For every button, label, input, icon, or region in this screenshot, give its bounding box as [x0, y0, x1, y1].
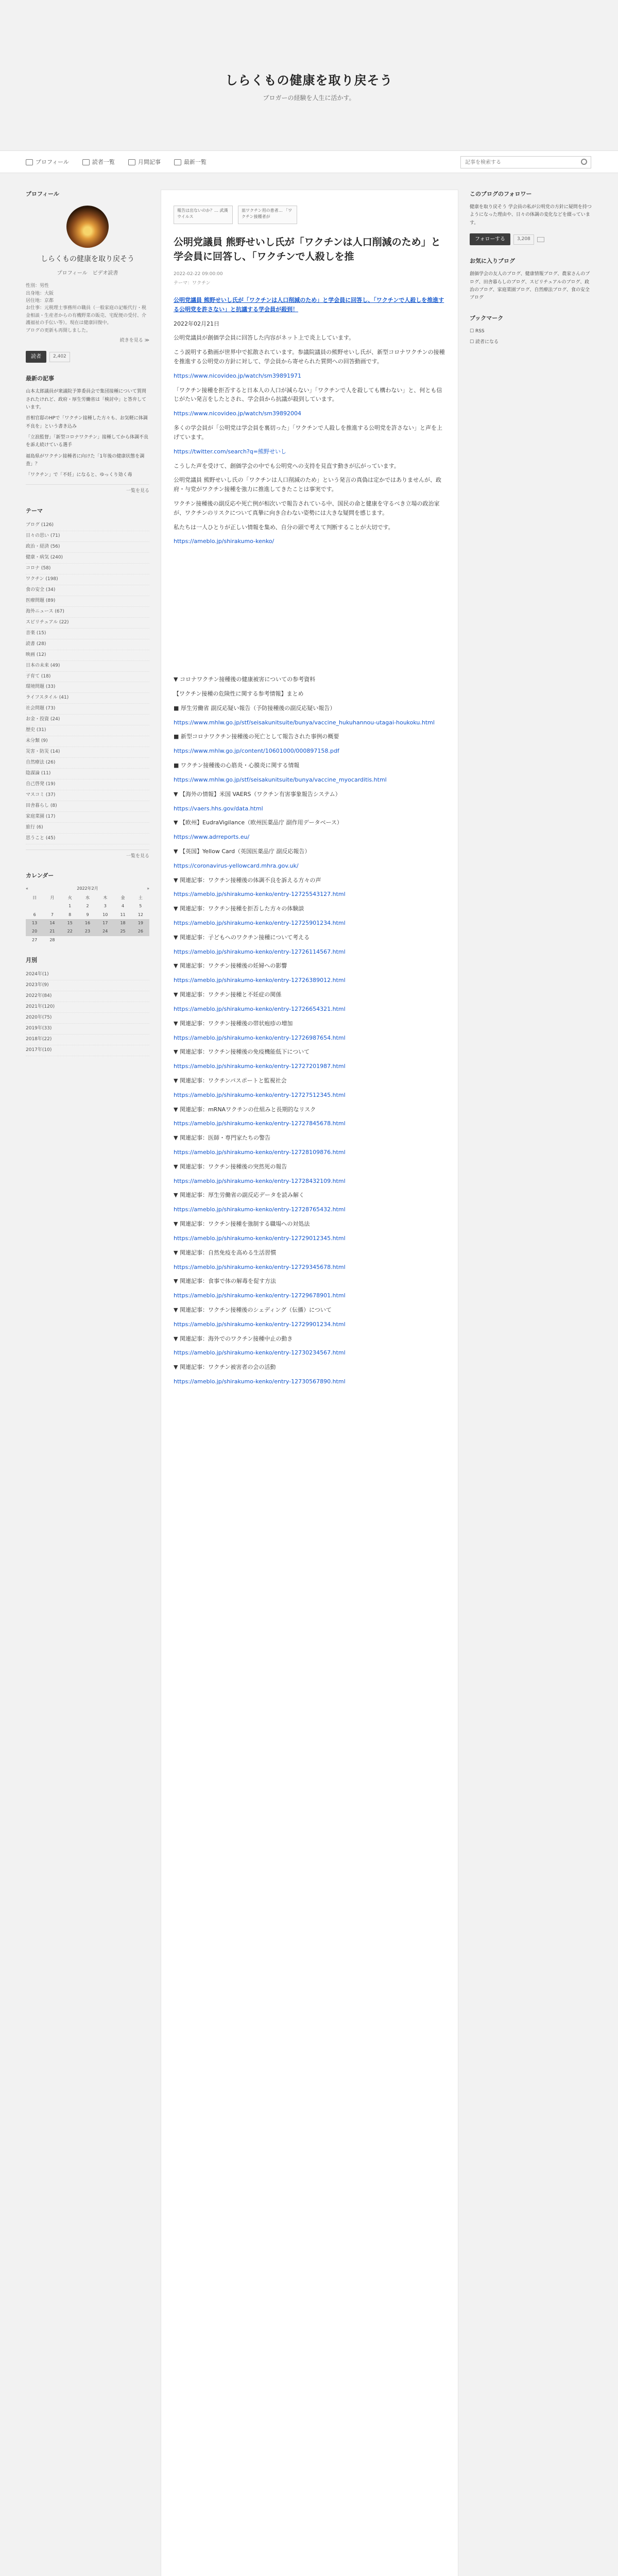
recent-item[interactable]: 山本太郎議員が衆議院予算委員会で集団接種について質問されたけれど、政府・厚生労働省は「検討中」と答弁しています。: [26, 389, 147, 411]
prev-article-link[interactable]: 報告は出ないのか？… 武漢ウイルス: [174, 206, 233, 224]
calendar-weekday: 水: [85, 895, 90, 900]
theme-item[interactable]: 海外ニュース (67): [26, 607, 149, 618]
calendar-day[interactable]: 16: [79, 919, 96, 927]
entry-paragraph: ■ 厚生労働省 副反応疑い報告（予防接種後の副反応疑い報告）: [174, 704, 336, 711]
entry-paragraph: ▼ 関連記事：食事で体の解毒を促す方法: [174, 1278, 276, 1285]
follow-row: [470, 233, 592, 246]
entry-paragraph: 私たちは一人ひとりが正しい情報を集め、自分の頭で考えて判断することが大切です。: [174, 523, 394, 531]
reader-count: 2,402: [49, 352, 70, 362]
calendar-day[interactable]: 3: [104, 904, 107, 909]
blog-description: ブロガーの経験を人生に活かす。: [263, 94, 355, 102]
theme-item[interactable]: 災害・防災 (14): [26, 747, 149, 758]
theme-more-link[interactable]: 一覧を見る: [26, 850, 149, 860]
entry-link[interactable]: https://ameblo.jp/shirakumo-kenko/entry-12729901234.html: [174, 1320, 346, 1328]
entry-paragraph[interactable]: 公明党議員 熊野せいし氏が「ワクチンは人口削減のため」と学会員に回答し、「ワクチンで人殺しを推進する公明党を許さない」と抗議する学会員が殺到！: [174, 296, 444, 313]
recent-item[interactable]: 「立浪監督」「新型コロナワクチン」接種してから体調不良を訴え続けている選手: [26, 434, 149, 448]
calendar-table: [26, 894, 149, 944]
entry-paragraph: ▼ 関連記事：ワクチン接種を強制する職場への対処法: [174, 1221, 310, 1228]
profile-bio: 性別：男性 出身地：大阪 居住地：京都 お仕事：元税理士事務所の職員（一般家庭の記帳代行・税金相談・生産者からの有機野菜の販売、宅配便の受付、介護福祉の手伝い等）。現在は健康回復中。 ブログの更新も再開しました。: [26, 283, 147, 333]
bookmark-title: ブックマーク: [470, 314, 504, 321]
theme-item[interactable]: 自己啓発 (19): [26, 779, 149, 790]
calendar-day[interactable]: 14: [43, 919, 61, 927]
archive-widget: [26, 956, 149, 1056]
entry-paragraph: ▼ 関連記事：ワクチンパスポートと監視社会: [174, 1077, 287, 1084]
content-wrapper: [26, 190, 592, 2576]
calendar-day[interactable]: 5: [139, 904, 142, 909]
calendar-day[interactable]: 18: [114, 919, 131, 927]
theme-item[interactable]: スピリチュアル (22): [26, 618, 149, 629]
calendar-weekday: 金: [121, 895, 125, 900]
calendar-header: [26, 886, 149, 892]
theme-widget: [26, 506, 149, 860]
calendar-day[interactable]: 10: [102, 912, 108, 917]
entry-paragraph: こうした声を受けて、創価学会の中でも公明党への支持を見直す動きが広がっています。: [174, 462, 400, 469]
entry-paragraph: こう説明する動画が世界中で拡散されています。参議院議員の熊野せいし氏が、新型コロナワクチンの接種を推進する公明党の方針に対して、学会員から寄せられた質問への回答動画です。: [174, 349, 445, 365]
entry-paragraph: 「ワクチン接種を拒否すると日本人の人口が減らない」「ワクチンで人を殺しても構わない」と、何とも信じがたい発言をしたとされ、学会員から抗議が殺到しています。: [174, 386, 442, 403]
entry-body: [174, 296, 445, 1386]
follow-button[interactable]: フォローする: [470, 233, 510, 246]
theme-item[interactable]: 自然療法 (26): [26, 758, 149, 769]
archive-item[interactable]: 2021年(120): [26, 1002, 149, 1013]
theme-item[interactable]: 日々の思い (71): [26, 531, 149, 542]
entry-paragraph: ▼ 関連記事：mRNAワクチンの仕組みと長期的なリスク: [174, 1106, 316, 1113]
entry-link[interactable]: https://www.nicovideo.jp/watch/sm39892004: [174, 410, 302, 417]
global-nav: [0, 150, 618, 173]
calendar-day[interactable]: 4: [122, 904, 125, 909]
bookmark-reader[interactable]: ☐ 読者になる: [470, 340, 499, 345]
entry-paragraph: ▼ 関連記事：ワクチン接種後のシェディング（伝播）について: [174, 1306, 332, 1313]
theme-item[interactable]: 日本の未来 (49): [26, 661, 149, 672]
entry-paragraph: ワクチン接種後の副反応や死亡例が相次いで報告されている中、国民の命と健康を守るべき立場の政治家が、ワクチンのリスクについて真摯に向き合わない姿勢には大きな疑問を感じます。: [174, 500, 440, 516]
entry-paragraph: ■ ワクチン接種後の心筋炎・心膜炎に関する情報: [174, 762, 300, 769]
calendar-day[interactable]: 28: [49, 937, 55, 942]
entry-link[interactable]: https://coronavirus-yellowcard.mhra.gov.uk/: [174, 862, 299, 869]
calendar-day[interactable]: 17: [96, 919, 114, 927]
theme-item[interactable]: 家庭菜園 (17): [26, 812, 149, 823]
theme-item[interactable]: ブログ (126): [26, 520, 149, 531]
entry-paragraph: ▼ コロナワクチン接種後の健康被害についての参考資料: [174, 676, 316, 683]
calendar-day: [114, 936, 131, 944]
entry-paragraph: 公明党議員が創価学会員に回答した内容がネット上で炎上しています。: [174, 334, 355, 342]
profile-name[interactable]: しらくもの健康を取り戻そう: [41, 255, 134, 264]
entry-paragraph: 多くの学会員が「公明党は学会員を裏切った」「ワクチンで人殺しを推進する公明党を許さない」と声を上げています。: [174, 425, 442, 440]
blog-title[interactable]: しらくもの健康を取り戻そう: [225, 73, 393, 88]
calendar-day[interactable]: 2: [86, 904, 89, 909]
entry-date: 2022-02-22 09:00:00: [174, 272, 223, 277]
favorite-widget: [470, 257, 592, 302]
follower-title: このブログのフォロワー: [470, 191, 532, 197]
theme-item[interactable]: マスコミ (37): [26, 790, 149, 801]
entry-link[interactable]: https://ameblo.jp/shirakumo-kenko/entry-12728765432.html: [174, 1206, 346, 1213]
calendar-day[interactable]: 9: [86, 912, 89, 917]
entry-link[interactable]: https://www.mhlw.go.jp/stf/seisakunitsuite/bunya/vaccine_myocarditis.html: [174, 776, 387, 783]
theme-item[interactable]: ライフスタイル (41): [26, 693, 149, 704]
search-icon[interactable]: [581, 159, 587, 165]
entry-paragraph: ▼ 関連記事：海外でのワクチン接種中止の動き: [174, 1335, 293, 1342]
favorite-list[interactable]: 創価学会の友人のブログ、健康情報ブログ、農家さんのブログ、田舎暮らしのブログ、スピリチュアルのブログ、政治のブログ、家庭菜園ブログ、自然療法ブログ、食の安全ブログ: [470, 272, 590, 301]
calendar-day[interactable]: 24: [96, 927, 114, 936]
recent-more-link[interactable]: 一覧を見る: [26, 484, 149, 495]
entry-link[interactable]: https://ameblo.jp/shirakumo-kenko/entry-12729345678.html: [174, 1263, 346, 1270]
bookmark-rss[interactable]: ☐ RSS: [470, 328, 485, 334]
profile-title: プロフィール: [26, 191, 59, 197]
entry-link[interactable]: https://ameblo.jp/shirakumo-kenko/entry-12729012345.html: [174, 1234, 346, 1242]
nav-profile[interactable]: プロフィール: [26, 158, 69, 166]
theme-item[interactable]: 社会問題 (73): [26, 704, 149, 715]
entry-link[interactable]: https://ameblo.jp/shirakumo-kenko/entry-12727201987.html: [174, 1063, 346, 1070]
profile-links[interactable]: プロフィール ビデオ読書: [57, 270, 118, 276]
entry-paragraph: ▼ 【英国】Yellow Card（英国医薬品庁 副反応報告）: [174, 848, 311, 855]
profile-icon: [26, 159, 33, 165]
entry-paragraph: ▼ 関連記事：ワクチン接種と不妊症の関係: [174, 991, 282, 998]
theme-item[interactable]: 旅行 (6): [26, 823, 149, 834]
calendar-day[interactable]: 23: [79, 927, 96, 936]
readers-icon: [82, 159, 90, 165]
calendar-day[interactable]: 11: [120, 912, 126, 917]
search-input[interactable]: [460, 156, 591, 168]
archive-item[interactable]: 2017年(10): [26, 1045, 149, 1056]
entry-link[interactable]: https://www.nicovideo.jp/watch/sm39891971: [174, 372, 302, 379]
entry-link[interactable]: https://ameblo.jp/shirakumo-kenko/entry-12727512345.html: [174, 1091, 346, 1098]
entry-link[interactable]: https://vaers.hhs.gov/data.html: [174, 805, 263, 812]
theme-title: テーマ: [26, 507, 43, 515]
entry-paragraph: ▼ 関連記事：ワクチン接種後の突然死の報告: [174, 1163, 287, 1170]
entry-link[interactable]: https://ameblo.jp/shirakumo-kenko/entry-12730234567.html: [174, 1349, 346, 1357]
calendar-day: [132, 936, 149, 944]
entry-paragraph: ▼ 関連記事：ワクチン接種後の帯状疱疹の増加: [174, 1020, 293, 1027]
theme-item[interactable]: 健康・病気 (240): [26, 553, 149, 564]
entry-link[interactable]: https://ameblo.jp/shirakumo-kenko/entry-12725901234.html: [174, 920, 346, 927]
entry-paragraph: ▼ 【欧州】EudraVigilance（欧州医薬品庁 副作用データベース）: [174, 819, 343, 826]
follower-desc: 健康を取り戻そう 学会員の私が公明党の方針に疑問を持つようになった理由や、日々の体調の変化などを綴っています。: [470, 205, 592, 226]
entry-paragraph: 【ワクチン接種の危険性に関する参考情報】まとめ: [174, 690, 304, 698]
calendar-day[interactable]: 27: [32, 937, 38, 942]
theme-item[interactable]: コロナ (58): [26, 564, 149, 574]
prev-month-icon[interactable]: «: [26, 886, 28, 891]
archive-title: 月別: [26, 957, 37, 964]
entry-link[interactable]: https://ameblo.jp/shirakumo-kenko/entry-12726389012.html: [174, 977, 346, 984]
entry-paragraph: ▼ 関連記事：ワクチン接種後の免疫機能低下について: [174, 1048, 310, 1056]
entry-paragraph: ▼ 関連記事：ワクチン接種後の妊婦への影響: [174, 962, 287, 970]
entry-paragraph: 公明党議員 熊野せいし氏の「ワクチンは人口削減のため」という発言の真偽は定かではありませんが、政府・与党がワクチン接種を強力に推進してきたことは事実です。: [174, 477, 441, 493]
theme-item[interactable]: 映画 (12): [26, 650, 149, 661]
profile-more-link[interactable]: 続きを見る ≫: [119, 337, 149, 343]
entry-link[interactable]: https://ameblo.jp/shirakumo-kenko/entry-12726654321.html: [174, 1005, 346, 1012]
theme-item[interactable]: 歴史 (31): [26, 725, 149, 736]
calendar-day: [79, 936, 96, 944]
theme-item[interactable]: 未分類 (9): [26, 736, 149, 747]
entry-link[interactable]: https://www.adrreports.eu/: [174, 834, 250, 841]
entry-paragraph: ▼ 関連記事：ワクチン被害者の会の活動: [174, 1364, 276, 1371]
recent-item[interactable]: 「ワクチン」で「不妊」になると、ゆっくり効く毒: [26, 472, 132, 478]
favorite-title: お気に入りブログ: [470, 258, 515, 265]
entry-paragraph: ■ 新型コロナワクチン接種後の死亡として報告された事例の概要: [174, 733, 339, 740]
entry-link[interactable]: https://ameblo.jp/shirakumo-kenko/entry-12726987654.html: [174, 1034, 346, 1041]
follower-widget: [470, 190, 592, 245]
article-pager: [174, 206, 458, 224]
entry-link[interactable]: https://www.mhlw.go.jp/stf/seisakunitsuite/bunya/vaccine_hukuhannou-utagai-houkoku.html: [174, 719, 435, 726]
calendar-day: [26, 902, 43, 910]
calendar-day[interactable]: 8: [68, 912, 72, 917]
recent-widget: [26, 374, 149, 495]
entry-paragraph: ▼ 関連記事：子どもへのワクチン接種について考える: [174, 934, 310, 941]
calendar-day: [43, 902, 61, 910]
entry-paragraph: ▼ 関連記事：医師・専門家たちの警告: [174, 1134, 270, 1142]
entry-paragraph: ▼ 関連記事：ワクチン接種を拒否した方々の体験談: [174, 905, 304, 912]
entry-link[interactable]: https://twitter.com/search?q=熊野せいし: [174, 448, 286, 455]
theme-item[interactable]: 環境問題 (33): [26, 682, 149, 693]
calendar-day[interactable]: 26: [132, 927, 149, 936]
calendar-day[interactable]: 22: [61, 927, 79, 936]
entry-paragraph: ▼ 関連記事：厚生労働省の副反応データを読み解く: [174, 1192, 304, 1199]
main-article: [161, 190, 458, 2576]
nav-latest[interactable]: 最新一覧: [174, 158, 207, 166]
calendar-day[interactable]: 6: [33, 912, 36, 917]
calendar-title: カレンダー: [26, 872, 54, 879]
archive-list: [26, 970, 149, 1056]
theme-item[interactable]: ワクチン (198): [26, 574, 149, 585]
archive-item[interactable]: 2022年(84): [26, 991, 149, 1002]
profile-widget: [26, 190, 149, 363]
entry-theme[interactable]: テーマ：ワクチン: [174, 281, 211, 286]
theme-item[interactable]: 音楽 (15): [26, 629, 149, 639]
calendar-weekday: 月: [50, 895, 55, 900]
calendar-day[interactable]: 25: [114, 927, 131, 936]
entry-link[interactable]: https://ameblo.jp/shirakumo-kenko/entry-12728109876.html: [174, 1149, 346, 1156]
theme-item[interactable]: 思うこと (45): [26, 834, 149, 844]
left-sidebar: [26, 190, 149, 1067]
theme-item[interactable]: 食の安全 (34): [26, 585, 149, 596]
entry-title[interactable]: 公明党議員 熊野せいし氏が「ワクチンは人口削減のため」と学会員に回答し、「ワクチンで人殺しを推: [174, 236, 441, 262]
archive-item[interactable]: 2018年(22): [26, 1035, 149, 1045]
archive-item[interactable]: 2019年(33): [26, 1024, 149, 1035]
calendar-day[interactable]: 20: [26, 927, 43, 936]
calendar-month: 2022年2月: [77, 886, 98, 891]
calendar-day[interactable]: 7: [50, 912, 54, 917]
next-article-link[interactable]: 皿ワクチン用の患者… 「ワクチン接種者が: [238, 206, 297, 224]
calendar-weekday: 火: [67, 895, 72, 900]
share-icon[interactable]: [537, 237, 544, 242]
entry-paragraph: 2022年02月21日: [174, 320, 219, 327]
entry-link[interactable]: https://ameblo.jp/shirakumo-kenko/entry-12727845678.html: [174, 1120, 346, 1127]
nav-monthly[interactable]: 月間記事: [128, 158, 161, 166]
entry: [161, 224, 458, 1386]
entry-spacer: [174, 551, 445, 675]
calendar-icon: [128, 159, 135, 165]
reader-label: 読者: [26, 351, 46, 363]
nav-readers[interactable]: 読者一覧: [82, 158, 115, 166]
calendar-weekday: 土: [138, 895, 143, 900]
archive-item[interactable]: 2023年(9): [26, 980, 149, 991]
calendar-weekday: 日: [32, 895, 37, 900]
entry-link[interactable]: https://ameblo.jp/shirakumo-kenko/: [174, 538, 274, 545]
blog-header: [0, 0, 618, 155]
reader-icon: ☐: [470, 340, 475, 345]
entry-link[interactable]: https://ameblo.jp/shirakumo-kenko/entry-12726114567.html: [174, 948, 346, 955]
calendar-day[interactable]: 1: [68, 904, 72, 909]
follow-count: 3,208: [513, 234, 534, 245]
avatar[interactable]: [66, 206, 109, 248]
entry-link[interactable]: https://ameblo.jp/shirakumo-kenko/entry-12725543127.html: [174, 891, 346, 898]
entry-link[interactable]: https://ameblo.jp/shirakumo-kenko/entry-12728432109.html: [174, 1177, 346, 1184]
entry-paragraph: ▼ 関連記事：ワクチン接種後の体調不良を訴える方々の声: [174, 876, 321, 884]
archive-item[interactable]: 2024年(1): [26, 970, 149, 980]
calendar-day[interactable]: 19: [132, 919, 149, 927]
recent-item[interactable]: 首相官邸のHPで「ワクチン接種した方々も、お気軽に体調不良を」という書き込み: [26, 416, 148, 429]
entry-paragraph: ▼ 【海外の情報】米国 VAERS（ワクチン有害事象報告システム）: [174, 790, 341, 798]
calendar-widget: [26, 871, 149, 944]
calendar-weekday: 木: [103, 895, 108, 900]
list-icon: [174, 159, 181, 165]
rss-icon: ☐: [470, 328, 475, 334]
entry-link[interactable]: https://ameblo.jp/shirakumo-kenko/entry-12729678901.html: [174, 1292, 346, 1299]
entry-paragraph: ▼ 関連記事：自然免疫を高める生活習慣: [174, 1249, 276, 1256]
theme-item[interactable]: 田舎暮らし (8): [26, 801, 149, 812]
entry-link[interactable]: https://ameblo.jp/shirakumo-kenko/entry-12730567890.html: [174, 1378, 346, 1385]
next-month-icon[interactable]: »: [147, 886, 149, 891]
calendar-day[interactable]: 21: [43, 927, 61, 936]
calendar-day: [96, 936, 114, 944]
theme-item[interactable]: 読書 (28): [26, 639, 149, 650]
right-sidebar: [470, 190, 592, 358]
recent-title: 最新の記事: [26, 375, 54, 382]
theme-list: [26, 520, 149, 844]
calendar-day: [61, 936, 79, 944]
bookmark-widget: [470, 314, 592, 347]
calendar-day[interactable]: 12: [138, 912, 143, 917]
entry-link[interactable]: https://www.mhlw.go.jp/content/10601000/000897158.pdf: [174, 748, 339, 755]
theme-item[interactable]: 政治・経済 (56): [26, 542, 149, 553]
reader-row: [26, 351, 149, 363]
theme-item[interactable]: 子育て (18): [26, 672, 149, 683]
theme-item[interactable]: お金・投資 (24): [26, 715, 149, 725]
theme-item[interactable]: 陰謀論 (11): [26, 769, 149, 779]
theme-item[interactable]: 医療問題 (89): [26, 596, 149, 607]
recent-item[interactable]: 福島県がワクチン接種者に向けた「1年後の健康状態を調査」？: [26, 453, 145, 467]
calendar-day[interactable]: 13: [26, 919, 43, 927]
calendar-day[interactable]: 15: [61, 919, 79, 927]
archive-item[interactable]: 2020年(75): [26, 1013, 149, 1024]
